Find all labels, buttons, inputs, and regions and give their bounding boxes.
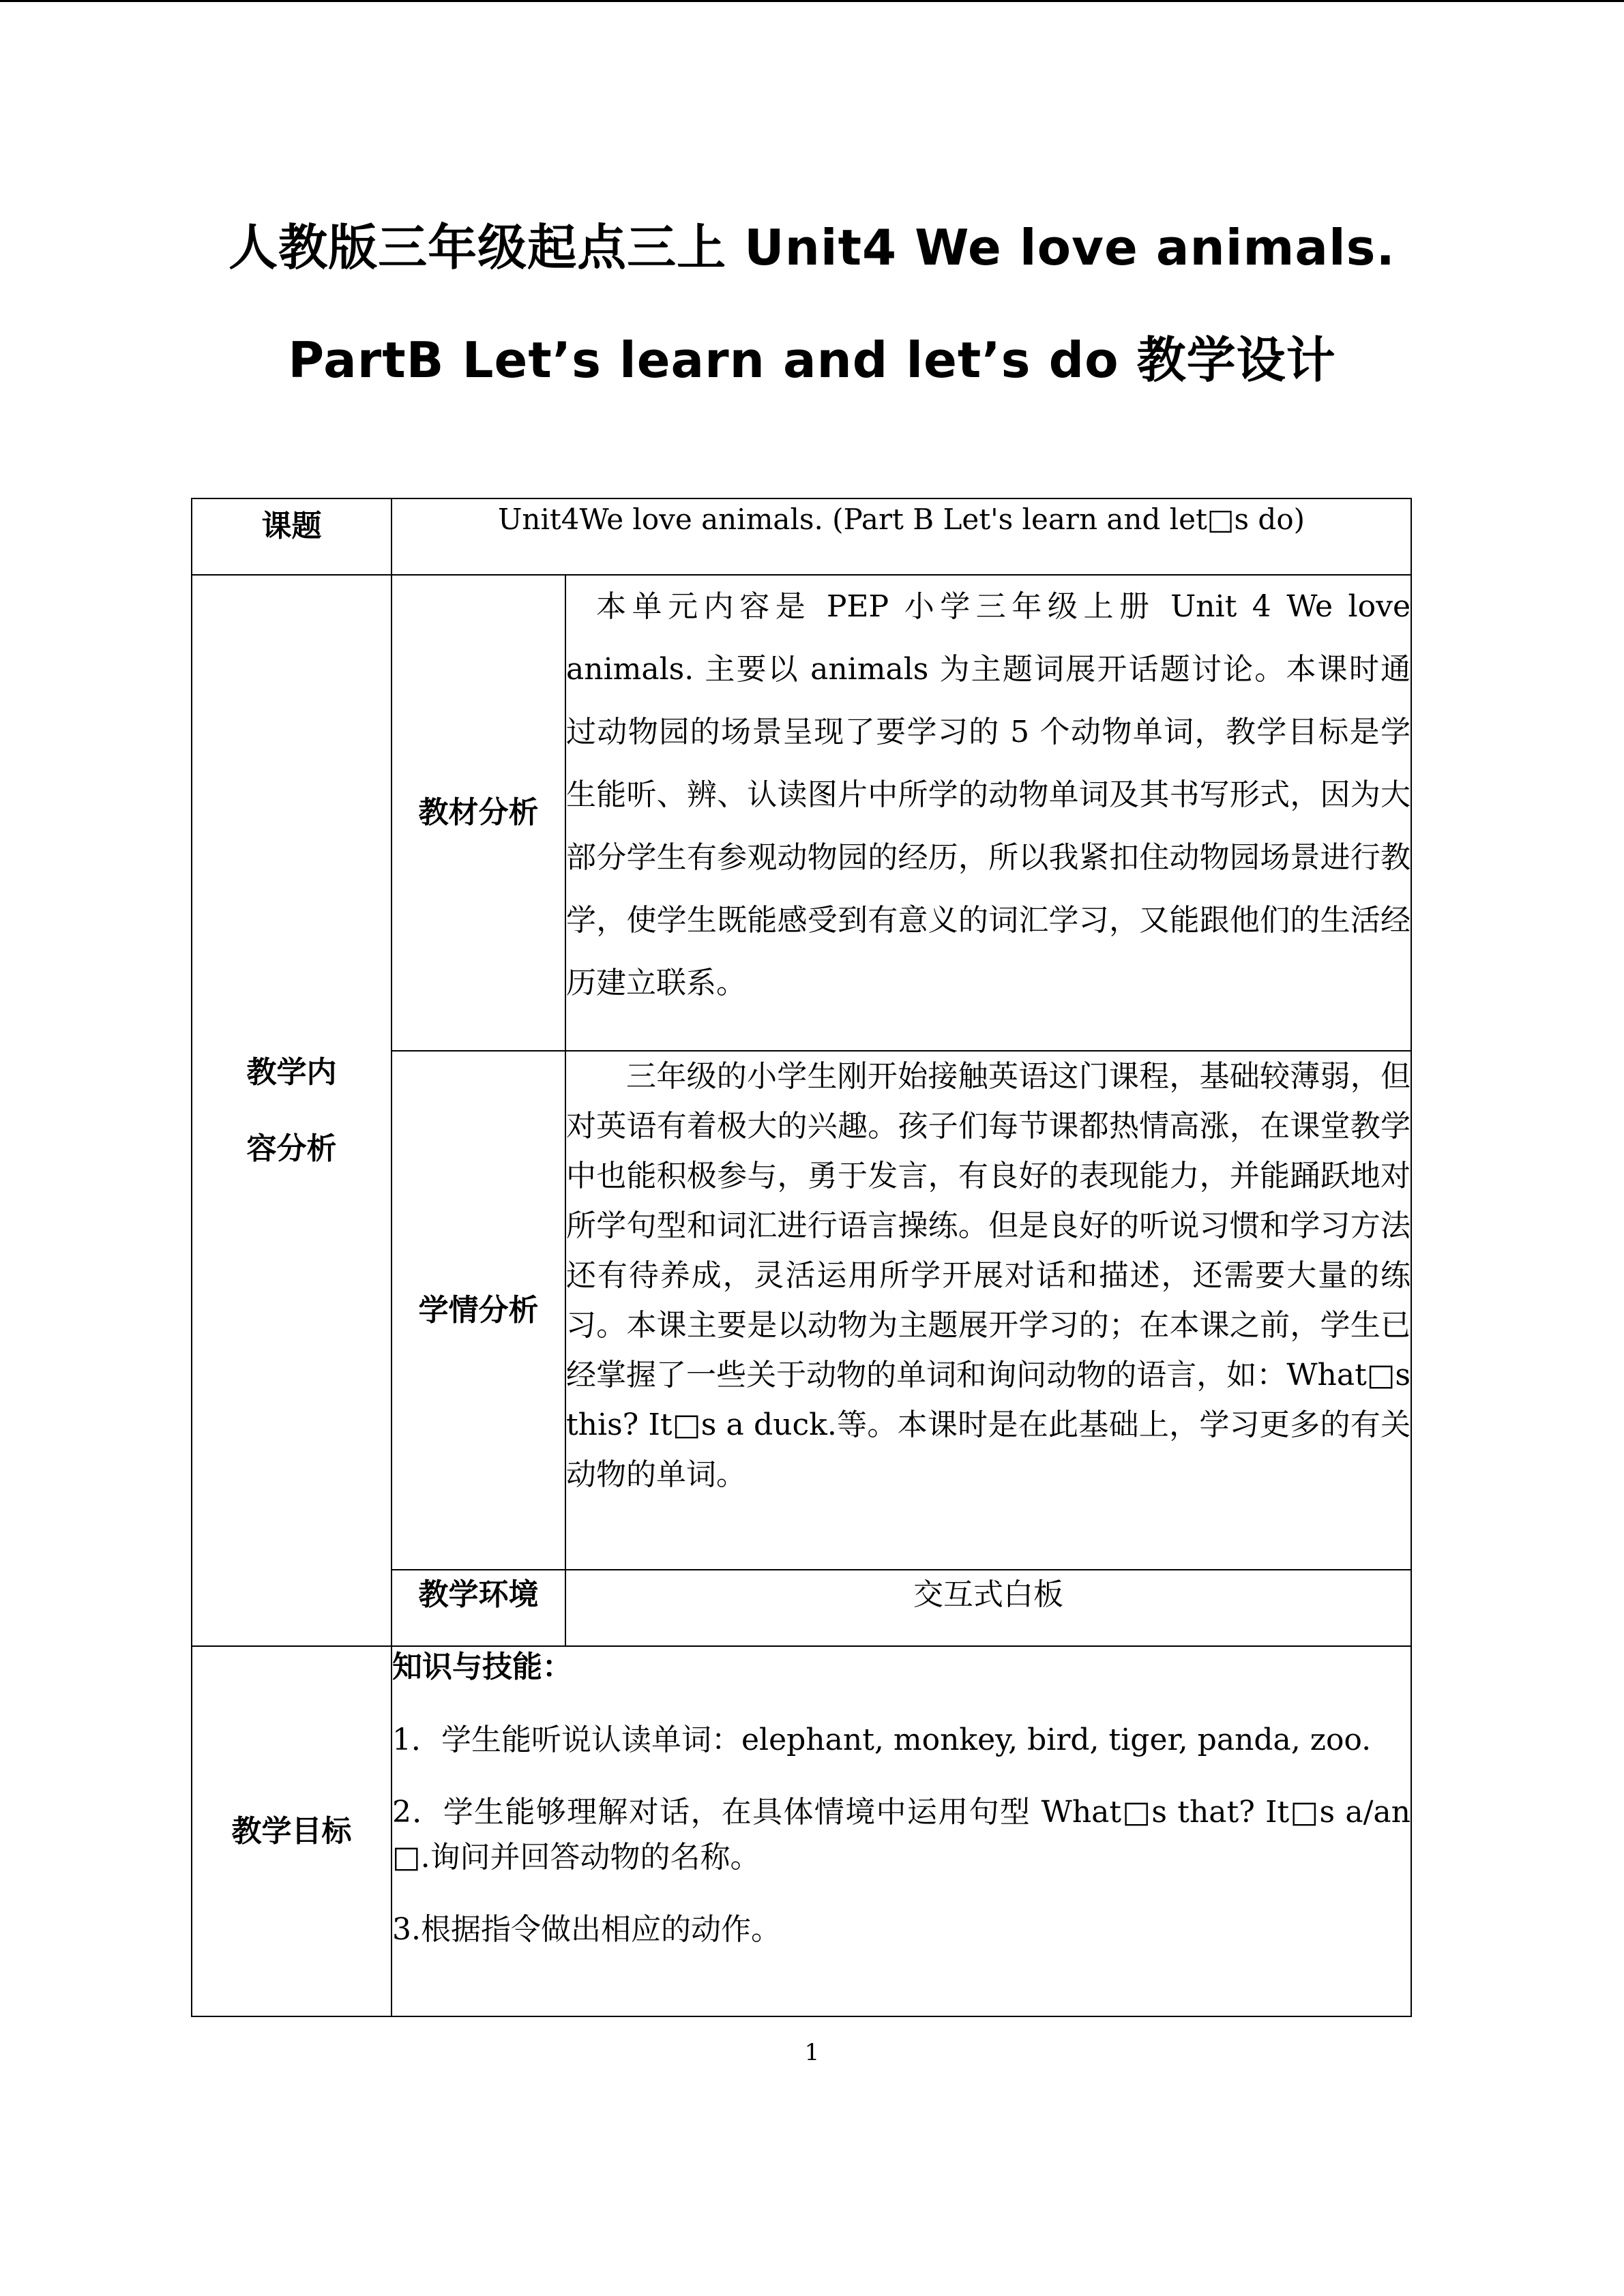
environment-label: 教学环境 [392, 1570, 565, 1646]
goals-content [392, 1646, 1411, 2016]
topic-value: Unit4We love animals. (Part B Let's learn and let□s do) [392, 498, 1411, 575]
material-analysis-label: 教材分析 [392, 575, 565, 1051]
material-analysis-text: 本单元内容是 PEP 小学三年级上册 Unit 4 We love animals. 主要以 animals 为主题词展开话题讨论。本课时通过动物园的场景呈现了要学习的 5 个动物单词，教学目标是学生能听、辨、认读图片中所学的动物单词及其书写形式，因为大部分学生有参观动物园的经历，所以我紧扣住动物园场景进行教学，使学生既能感受到有意义的词汇学习，又能跟他们的生活经历建立联系。 [565, 575, 1411, 1051]
goals-heading: 知识与技能： [392, 1650, 572, 1684]
top-border-line [0, 0, 1624, 2]
topic-row [192, 498, 1411, 575]
learner-analysis-label: 学情分析 [392, 1051, 565, 1570]
goal-item-3: 3.根据指令做出相应的动作。 [392, 1912, 781, 1947]
goals-label: 教学目标 [192, 1646, 392, 2016]
goals-row [192, 1646, 1411, 2016]
material-analysis-row [192, 575, 1411, 1051]
goal-item-1: 1．学生能听说认读单词：elephant, monkey, bird, tiger, panda, zoo. [392, 1723, 1372, 1757]
document-title-line-2: PartB Let’s learn and let’s do 教学设计 [288, 331, 1336, 389]
goal-item-2: 2．学生能够理解对话，在具体情境中运用句型 What□s that? It□s a/an □.询问并回答动物的名称。 [392, 1795, 1411, 1875]
topic-label: 课题 [192, 498, 392, 575]
content-analysis-label [192, 575, 392, 1646]
lesson-design-table [191, 498, 1412, 2017]
page-number: 1 [804, 2039, 820, 2066]
content-analysis-label-line-1: 教学内 [246, 1054, 337, 1090]
environment-value: 交互式白板 [565, 1570, 1411, 1646]
learner-analysis-text: 三年级的小学生刚开始接触英语这门课程，基础较薄弱，但对英语有着极大的兴趣。孩子们每节课都热情高涨，在课堂教学中也能积极参与，勇于发言，有良好的表现能力，并能踊跃地对所学句型和词汇进行语言操练。但是良好的听说习惯和学习方法还有待养成，灵活运用所学开展对话和描述，还需要大量的练习。本课主要是以动物为主题展开学习的；在本课之前，学生已经掌握了一些关于动物的单词和询问动物的语言，如：What□s this? It□s a duck.等。本课时是在此基础上，学习更多的有关动物的单词。 [565, 1051, 1411, 1570]
content-analysis-label-line-2: 容分析 [246, 1131, 337, 1166]
document-title-line-1: 人教版三年级起点三上 Unit4 We love animals. [228, 219, 1396, 276]
